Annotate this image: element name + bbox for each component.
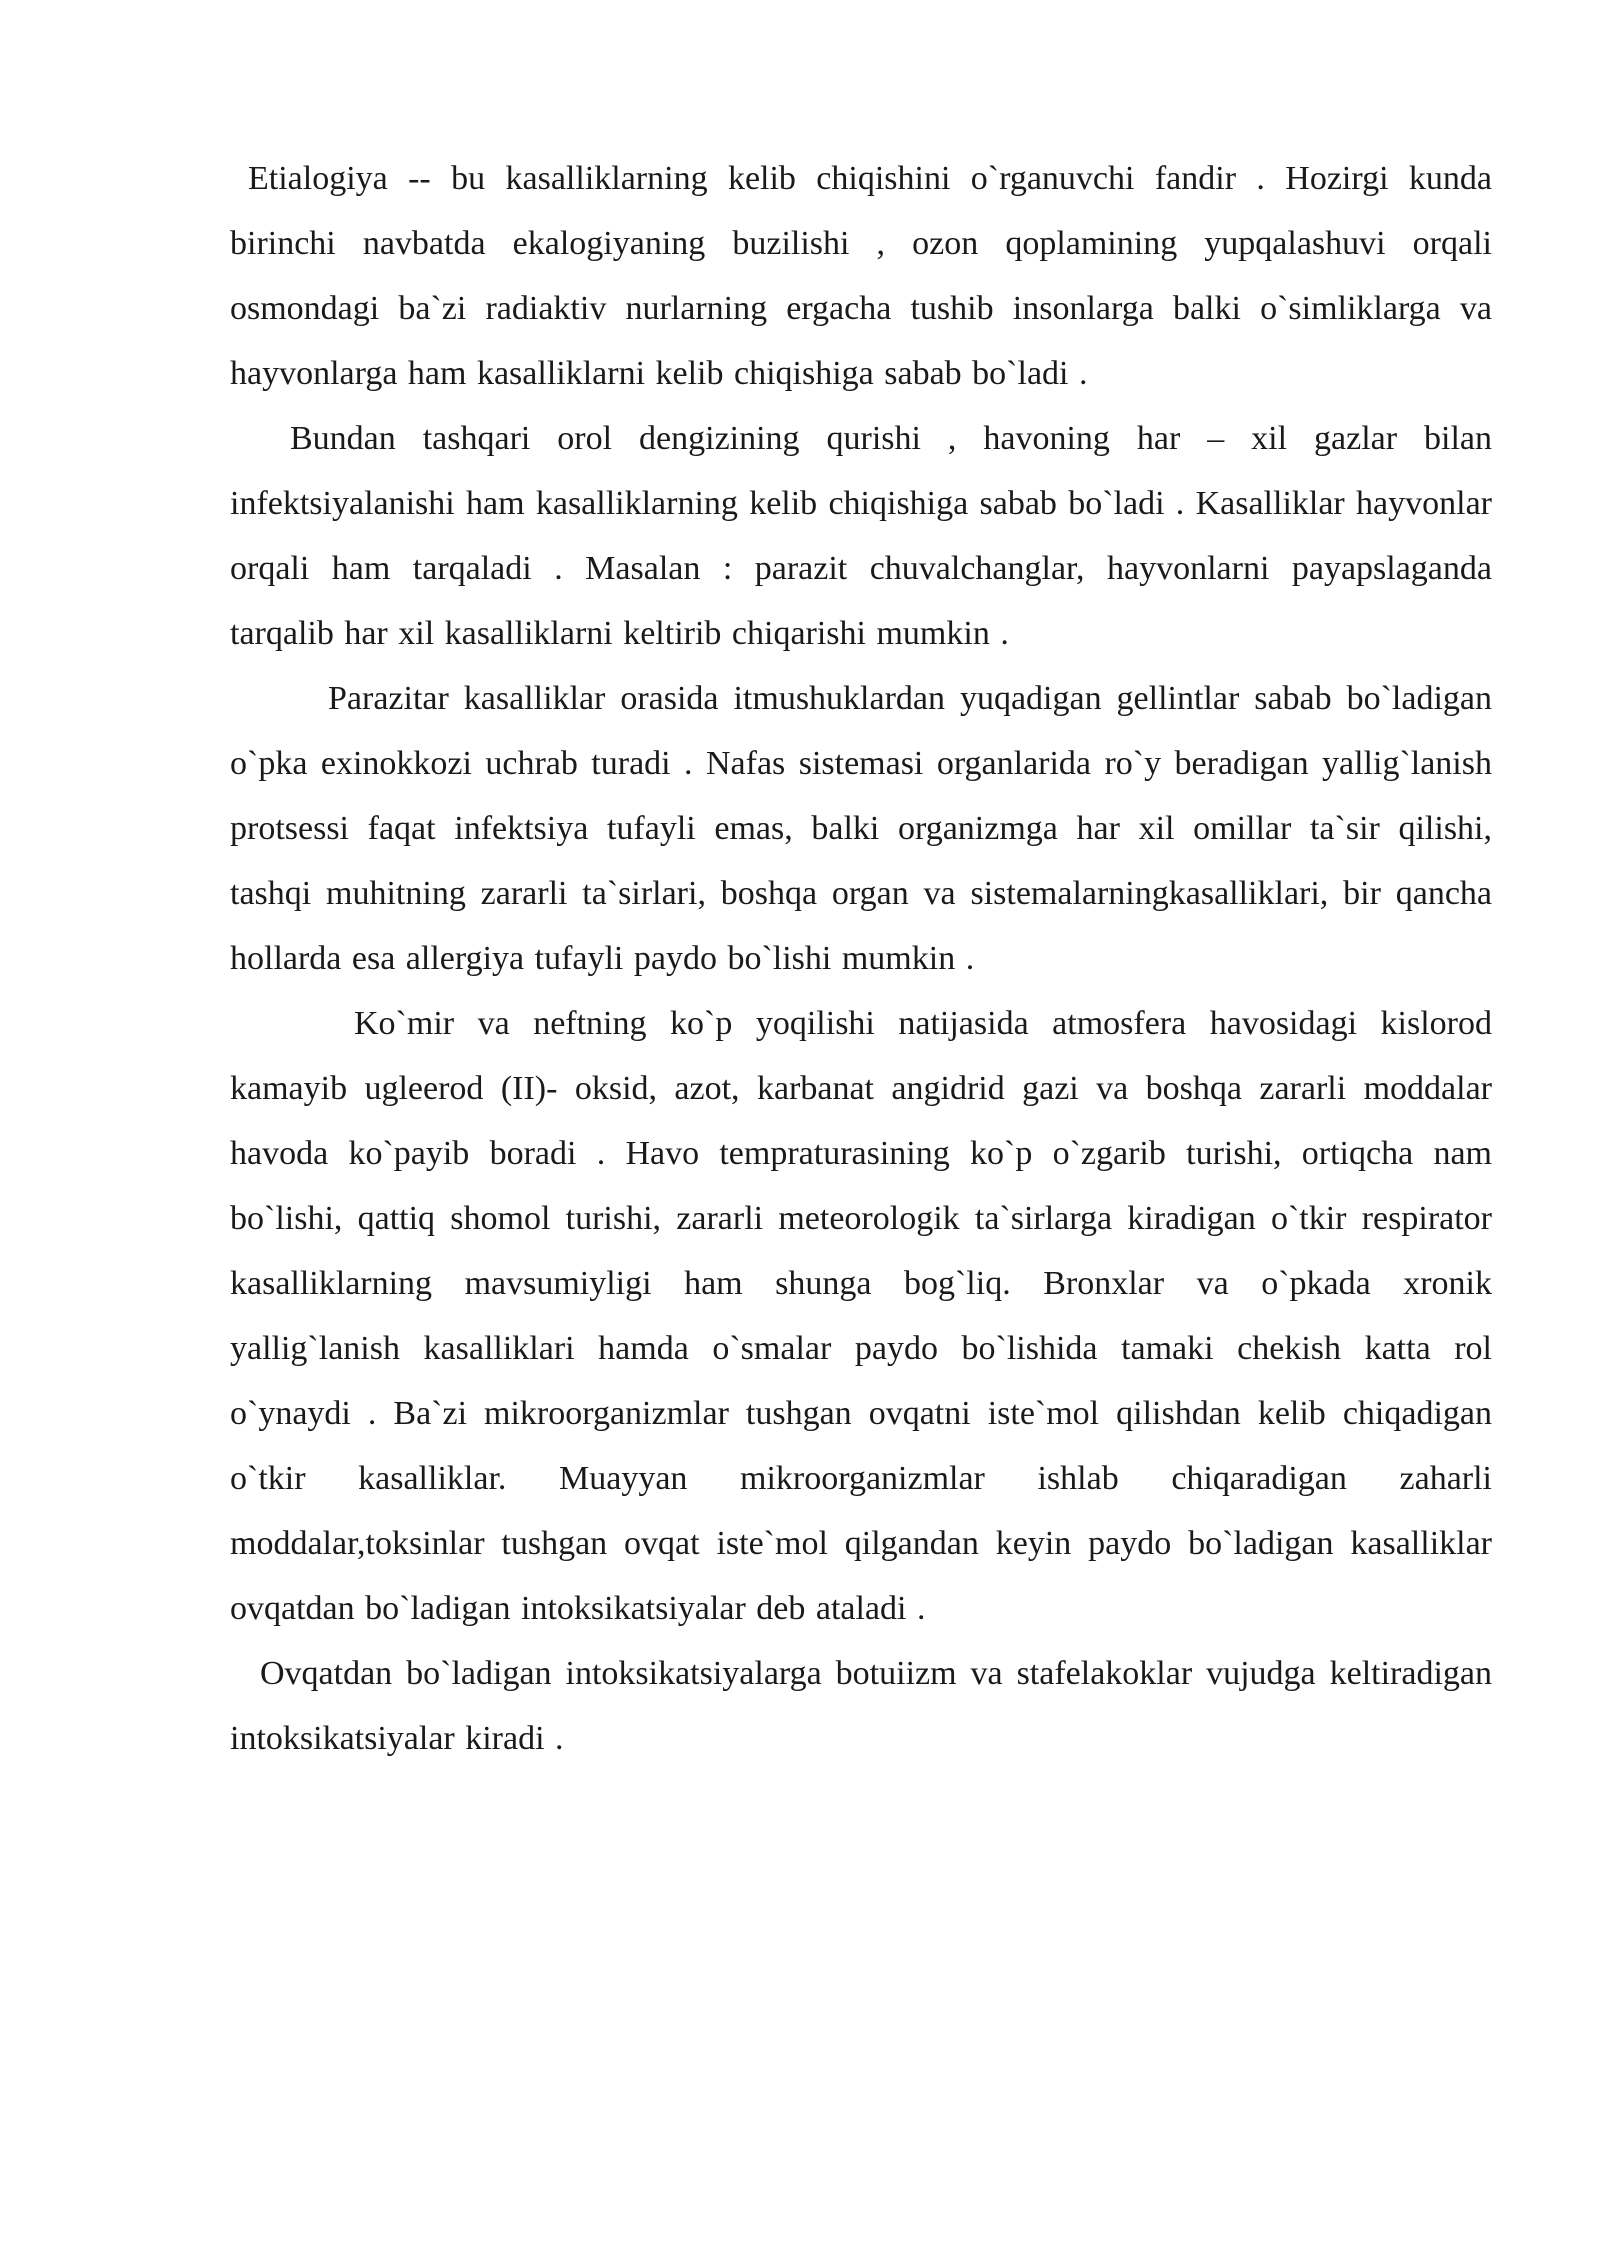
paragraph-orol-dengizi: Bundan tashqari orol dengizining qurishi , havoning har – xil gazlar bilan infektsiyalanishi ham kasalliklarning kelib chiqishiga sabab bo`ladi . Kasalliklar hayvonlar orqali ham tarqaladi . Masalan : parazit chuvalchanglar, hayvonlarni payapslaganda tarqalib har xil kasalliklarni keltirib chiqarishi mumkin . (230, 420, 1492, 652)
paragraph-ovqat-intoksikatsiyalari: Ovqatdan bo`ladigan intoksikatsiyalarga botuiizm va stafelakoklar vujudga keltiradigan intoksikatsiyalar kiradi . (230, 1655, 1492, 1757)
document-body (230, 146, 1492, 1771)
paragraph-komir-neft: Ko`mir va neftning ko`p yoqilishi natijasida atmosfera havosidagi kislorod kamayib ugleerod (II)- oksid, azot, karbanat angidrid gazi va boshqa zararli moddalar havoda ko`payib boradi . Havo tempraturasining ko`p o`zgarib turishi, ortiqcha nam bo`lishi, qattiq shomol turishi, zararli meteorologik ta`sirlarga kiradigan o`tkir respirator kasalliklarning mavsumiyligi ham shunga bog`liq. Bronxlar va o`pkada xronik yallig`lanish kasalliklari hamda o`smalar paydo bo`lishida tamaki chekish katta rol o`ynaydi . Ba`zi mikroorganizmlar tushgan ovqatni iste`mol qilishdan kelib chiqadigan o`tkir kasalliklar. Muayyan mikroorganizmlar ishlab chiqaradigan zaharli moddalar,toksinlar tushgan ovqat iste`mol qilgandan keyin paydo bo`ladigan kasalliklar ovqatdan bo`ladigan intoksikatsiyalar deb ataladi . (230, 1005, 1492, 1627)
paragraph-etiologiya: Etialogiya -- bu kasalliklarning kelib chiqishini o`rganuvchi fandir . Hozirgi kunda birinchi navbatda ekalogiyaning buzilishi , ozon qoplamining yupqalashuvi orqali osmondagi ba`zi radiaktiv nurlarning ergacha tushib insonlarga balki o`simliklarga va hayvonlarga ham kasalliklarni kelib chiqishiga sabab bo`ladi . (230, 160, 1492, 392)
paragraph-parazitar-kasalliklar: Parazitar kasalliklar orasida itmushuklardan yuqadigan gellintlar sabab bo`ladigan o`pka exinokkozi uchrab turadi . Nafas sistemasi organlarida ro`y beradigan yallig`lanish protsessi faqat infektsiya tufayli emas, balki organizmga har xil omillar ta`sir qilishi, tashqi muhitning zararli ta`sirlari, boshqa organ va sistemalarningkasalliklari, bir qancha hollarda esa allergiya tufayli paydo bo`lishi mumkin . (230, 680, 1492, 977)
